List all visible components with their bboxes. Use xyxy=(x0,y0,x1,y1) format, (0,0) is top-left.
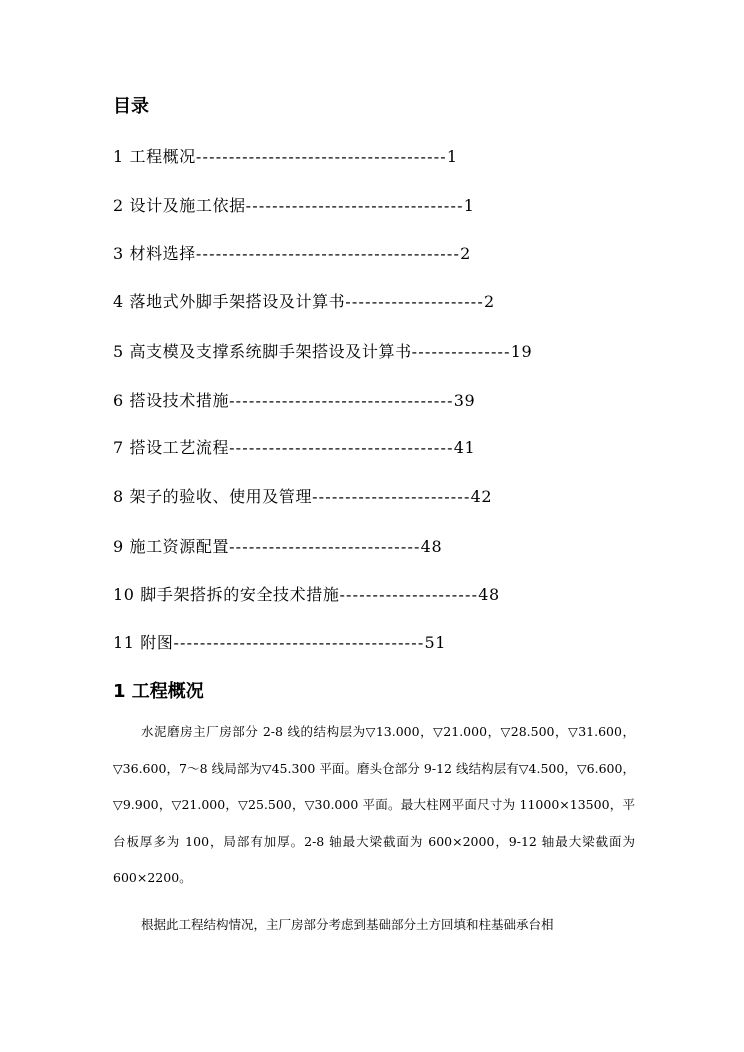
toc-page-number: 19 xyxy=(510,342,533,361)
toc-page-number: 1 xyxy=(463,196,475,215)
toc-page-number: 48 xyxy=(478,585,500,604)
toc-entry[interactable] xyxy=(113,146,458,168)
toc-leader: -------------------------------------- xyxy=(195,147,447,166)
toc-entry[interactable] xyxy=(113,291,495,313)
toc-entry[interactable] xyxy=(113,486,492,508)
toc-entry-text: 3 材料选择 xyxy=(113,244,196,263)
toc-leader: ------------------------ xyxy=(312,487,471,506)
toc-leader: --------------------------------- xyxy=(245,196,464,215)
toc-leader: --------------- xyxy=(411,342,511,361)
toc-leader: --------------------- xyxy=(345,292,485,311)
toc-entry-text: 7 搭设工艺流程 xyxy=(113,438,230,457)
toc-entry-text: 11 附图 xyxy=(113,633,174,652)
toc-entry[interactable] xyxy=(113,536,442,558)
toc-entry-text: 2 设计及施工依据 xyxy=(113,196,246,215)
section-heading: 1 工程概况 xyxy=(113,681,204,702)
toc-page-number: 41 xyxy=(453,438,476,457)
toc-entry-text: 5 高支模及支撑系统脚手架搭设及计算书 xyxy=(113,342,412,361)
toc-entry[interactable] xyxy=(113,195,474,217)
toc-entry[interactable] xyxy=(113,632,446,654)
toc-leader: ---------------------------------- xyxy=(229,438,454,457)
toc-entry[interactable] xyxy=(113,437,475,459)
toc-page-number: 2 xyxy=(484,292,495,311)
toc-leader: ----------------------------- xyxy=(229,537,421,556)
toc-entry-text: 8 架子的验收、使用及管理 xyxy=(113,487,313,506)
toc-entry[interactable] xyxy=(113,243,471,265)
toc-page-number: 48 xyxy=(420,537,443,556)
toc-entry-text: 10 脚手架搭拆的安全技术措施 xyxy=(113,585,340,604)
toc-page-number: 1 xyxy=(446,147,458,166)
toc-entry-text: 4 落地式外脚手架搭设及计算书 xyxy=(113,292,346,311)
toc-page-number: 39 xyxy=(453,391,476,410)
toc-page-number: 2 xyxy=(460,244,471,263)
body-paragraph: 水泥磨房主厂房部分 2-8 线的结构层为▽13.000，▽21.000，▽28.500，▽31.600，▽36.600，7～8 线局部为▽45.300 平面。磨头仓部分 9-12 线结构层有▽4.500，▽6.600，▽9.900，▽21.000，▽25.500，▽30.000 平面。最大柱网平面尺寸为 11000×13500，平台板厚多为 100，局部有加厚。2-8 轴最大梁截面为 600×2000，9-12 轴最大梁截面为 600×2200。 xyxy=(113,724,635,885)
toc-entry-text: 1 工程概况 xyxy=(113,147,196,166)
toc-leader: --------------------- xyxy=(339,585,479,604)
toc-title: 目录 xyxy=(113,96,149,117)
toc-page-number: 51 xyxy=(424,633,447,652)
toc-leader: ---------------------------------------- xyxy=(195,244,461,263)
toc-entry[interactable] xyxy=(113,584,500,606)
toc-entry-text: 6 搭设技术措施 xyxy=(113,391,230,410)
toc-leader: -------------------------------------- xyxy=(173,633,425,652)
body-paragraph: 根据此工程结构情况，主厂房部分考虑到基础部分土方回填和柱基础承台相 xyxy=(141,917,554,932)
toc-page-number: 42 xyxy=(470,487,493,506)
toc-entry[interactable] xyxy=(113,390,475,412)
toc-entry-text: 9 施工资源配置 xyxy=(113,537,230,556)
toc-leader: ---------------------------------- xyxy=(229,391,454,410)
toc-entry[interactable] xyxy=(113,341,532,363)
